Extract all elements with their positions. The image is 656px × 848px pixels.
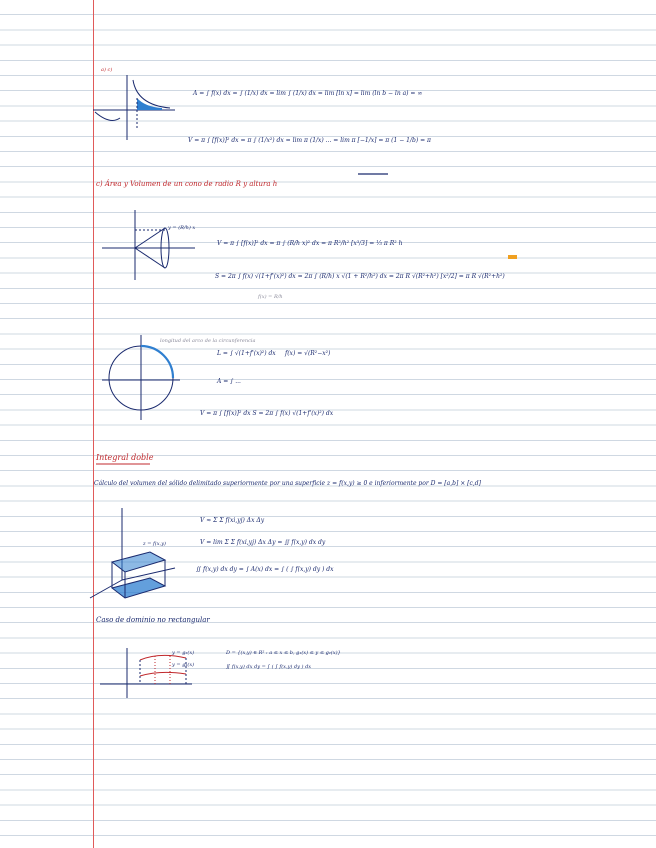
s4-formula-b: V = lim Σ Σ f(xi,yj) Δx Δy = ∬ f(x,y) dx dy xyxy=(200,539,326,546)
s2-formula-b: S = 2π ∫ f(x) √(1+f'(x)²) dx = 2π ∫ (R/h) x √(1 + R²/h²) dx = 2π R √(R²+h²) [x²/2] = π R √(R²+h²) xyxy=(215,273,505,280)
s5-curve-top: y = g₂(x) xyxy=(172,650,195,656)
s4-surface-label: z = f(x,y) xyxy=(143,541,166,547)
s2-note: f(x) = R/h xyxy=(258,294,283,300)
s1-label: a) c) xyxy=(101,67,113,73)
s2-formula-a: V = π ∫ [f(x)]² dx = π ∫ (R/h x)² dx = π R²/h² [x³/3] = ⅓ π R² h xyxy=(217,240,403,247)
s5-formula-b: ∬ f(x,y) dx dy = ∫ ( ∫ f(x,y) dy ) dx xyxy=(226,664,312,670)
s3-circle-graph xyxy=(102,335,180,420)
s3-formula-a: L = ∫ √(1+f'(x)²) dx xyxy=(217,350,276,357)
s3-formula-b: f(x) = √(R²−x²) xyxy=(285,350,331,357)
s2-heading: c) Área y Volumen de un cono de radio R y altura h xyxy=(96,180,278,188)
s5-heading: Caso de dominio no rectangular xyxy=(96,616,210,624)
s5-curve-bottom: y = g₁(x) xyxy=(172,662,195,668)
s4-intro: Cálculo del volumen del sólido delimitado superiormente por una superficie z = f(x,y) ≥ 0 e inferiormente por D = [a,b] × [c,d] xyxy=(94,480,481,487)
s1-hyperbola-graph xyxy=(93,75,175,140)
s2-cone-graph xyxy=(102,210,195,280)
s3-formula-c: A = ∫ ... xyxy=(217,378,241,385)
s4-heading: Integral doble xyxy=(96,453,154,462)
s1-formula-a: A = ∫ f(x) dx = ∫ (1/x) dx = lim ∫ (1/x) dx = lim [ln x] = lim (ln b − ln a) = ∞ xyxy=(193,90,423,97)
orange-marker xyxy=(508,255,517,259)
s3-side-note: longitud del arco de la circunferencia xyxy=(160,338,256,344)
s4-formula-a: V ≈ Σ Σ f(xi,yj) Δx Δy xyxy=(200,517,265,524)
s2-line-eq: y = (R/h) x xyxy=(168,225,196,231)
s4-3d-sketch xyxy=(90,508,175,598)
s3-formula-d: V = π ∫ [f(x)]² dx S = 2π ∫ f(x) √(1+f'(x)²) dx xyxy=(200,410,334,417)
s4-formula-c: ∬ f(x,y) dx dy = ∫ A(x) dx = ∫ ( ∫ f(x,y) dy ) dx xyxy=(196,566,334,573)
s5-formula-a: D = {(x,y) ∈ R² : a ≤ x ≤ b, g₁(x) ≤ y ≤ g₂(x)} xyxy=(226,650,341,656)
s1-formula-b: V = π ∫ [f(x)]² dx = π ∫ (1/x²) dx = lim π (1/x) ... = lim π [−1/x] = π (1 − 1/b) = π xyxy=(188,137,431,144)
